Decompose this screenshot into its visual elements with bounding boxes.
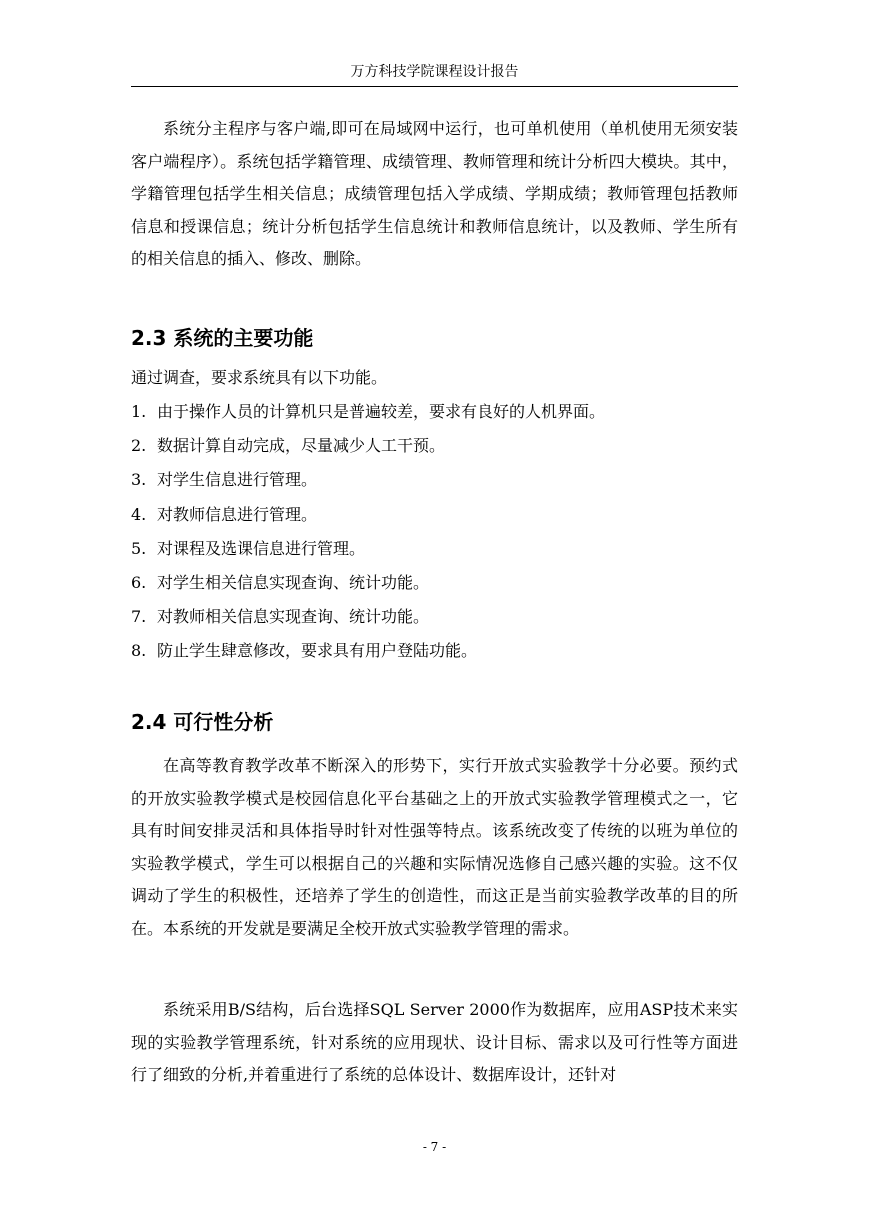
list-item-text: 防止学生肆意修改，要求具有用户登陆功能。 [157, 641, 478, 660]
header-rule [131, 86, 738, 87]
section-2-3-heading: 2.3 系统的主要功能 [131, 326, 314, 350]
section-2-3-lead: 通过调查，要求系统具有以下功能。 [131, 368, 388, 387]
list-item-text: 对学生信息进行管理。 [157, 470, 318, 489]
intro-paragraph: 系统分主程序与客户端,即可在局域网中运行，也可单机使用（单机使用无须安装客户端程序）。系统包括学籍管理、成绩管理、教师管理和统计分析四大模块。其中，学籍管理包括学生相关信息；成绩管理包括入学成绩、学期成绩；教师管理包括教师信息和授课信息；统计分析包括学生信息统计和教师信息统计，以及教师、学生所有的相关信息的插入、修改、删除。 [131, 119, 738, 268]
list-item [131, 469, 317, 491]
list-item-text: 数据计算自动完成，尽量减少人工干预。 [157, 436, 446, 455]
page-number: - 7 - [422, 1140, 447, 1154]
list-item-number: 6. [131, 573, 147, 592]
list-item [131, 401, 605, 423]
list-item-number: 2. [131, 436, 147, 455]
list-item-number: 7. [131, 607, 147, 626]
list-item-text: 对教师信息进行管理。 [157, 505, 318, 524]
list-item-text: 对学生相关信息实现查询、统计功能。 [157, 573, 430, 592]
list-item-number: 1. [131, 402, 147, 421]
list-item [131, 572, 429, 594]
list-item [131, 435, 445, 457]
feasibility-paragraph-1: 在高等教育教学改革不断深入的形势下，实行开放式实验教学十分必要。预约式的开放实验教学模式是校园信息化平台基础之上的开放式实验教学管理模式之一，它具有时间安排灵活和具体指导时针对性强等特点。该系统改变了传统的以班为单位的实验教学模式，学生可以根据自己的兴趣和实际情况选修自己感兴趣的实验。这不仅调动了学生的积极性，还培养了学生的创造性，而这正是当前实验教学改革的目的所在。本系统的开发就是要满足全校开放式实验教学管理的需求。 [131, 756, 738, 938]
list-item-number: 5. [131, 539, 147, 558]
list-item-text: 由于操作人员的计算机只是普遍较差，要求有良好的人机界面。 [157, 402, 606, 421]
list-item [131, 606, 429, 628]
list-item-number: 8. [131, 641, 147, 660]
list-item [131, 504, 317, 526]
list-item-number: 3. [131, 470, 147, 489]
page-header: 万方科技学院课程设计报告 [350, 64, 519, 80]
list-item-text: 对课程及选课信息进行管理。 [157, 539, 366, 558]
section-2-4-heading: 2.4 可行性分析 [131, 710, 274, 734]
list-item-number: 4. [131, 505, 147, 524]
list-item [131, 640, 477, 662]
list-item [131, 538, 365, 560]
list-item-text: 对教师相关信息实现查询、统计功能。 [157, 607, 430, 626]
feasibility-paragraph-2: 系统采用B/S结构，后台选择SQL Server 2000作为数据库，应用ASP技术来实现的实验教学管理系统，针对系统的应用现状、设计目标、需求以及可行性等方面进行了细致的分析,并着重进行了系统的总体设计、数据库设计，还针对 [131, 1000, 738, 1084]
